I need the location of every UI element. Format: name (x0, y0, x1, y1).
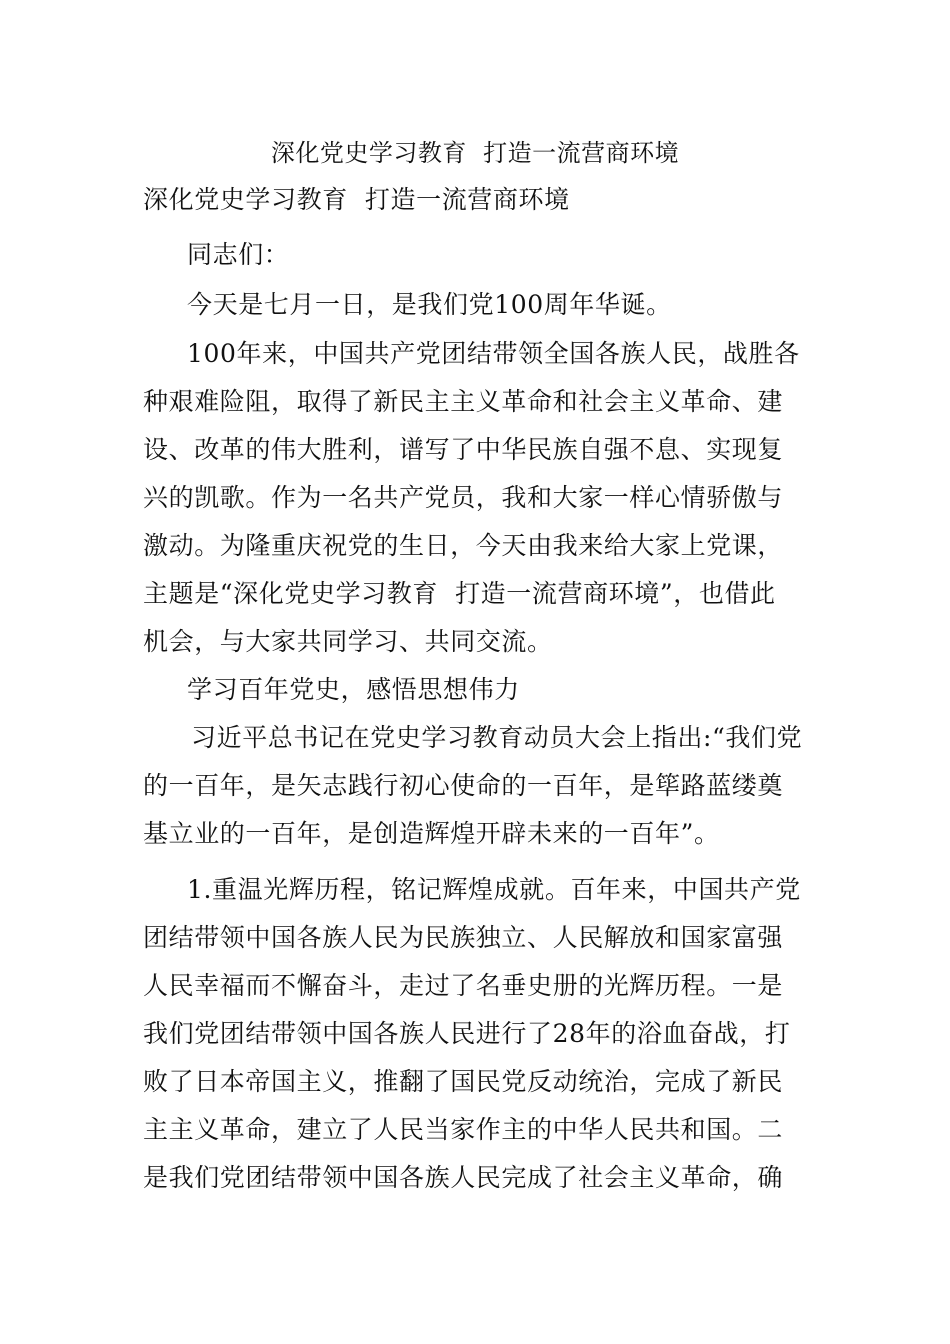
paragraph-line: 是我们党团结带领中国各族人民完成了社会主义革命，确 (143, 1163, 784, 1192)
paragraph-history (143, 866, 809, 1202)
paragraph-line: 主题是“深化党史学习教育 打造一流营商环境”，也借此 (143, 579, 776, 608)
paragraph-quote (143, 714, 809, 858)
section-heading-block (143, 666, 809, 714)
document-body (143, 182, 809, 1202)
paragraph-line: 团结带领中国各族人民为民族独立、人民解放和国家富强 (143, 923, 784, 952)
paragraph-line: 主主义革命，建立了人民当家作主的中华人民共和国。二 (143, 1115, 784, 1144)
opening-line: 今天是七月一日，是我们党100周年华诞。 (187, 290, 672, 319)
document-subtitle: 深化党史学习教育 打造一流营商环境 (143, 185, 570, 214)
paragraph-line: 机会，与大家共同学习、共同交流。 (143, 627, 553, 656)
paragraph-line: 的一百年，是矢志践行初心使命的一百年，是筚路蓝缕奠 (143, 771, 784, 800)
paragraph-line: 兴的凯歌。作为一名共产党员，我和大家一样心情骄傲与 (143, 483, 784, 512)
paragraph-line: 1.重温光辉历程，铭记辉煌成就。百年来，中国共产党 (187, 875, 801, 904)
paragraph-line: 人民幸福而不懈奋斗，走过了名垂史册的光辉历程。一是 (143, 971, 784, 1000)
paragraph-line: 激动。为隆重庆祝党的生日，今天由我来给大家上党课， (143, 531, 784, 560)
paragraph-line: 100年来，中国共产党团结带领全国各族人民，战胜各 (187, 339, 800, 368)
paragraph-line: 我们党团结带领中国各族人民进行了28年的浴血奋战，打 (143, 1019, 791, 1048)
salutation: 同志们： (187, 240, 290, 269)
paragraph-intro (143, 330, 809, 666)
paragraph-line: 习近平总书记在党史学习教育动员大会上指出:“我们党 (191, 723, 803, 752)
section-heading: 学习百年党史，感悟思想伟力 (187, 675, 520, 704)
document-title: 深化党史学习教育 打造一流营商环境 (270, 139, 680, 167)
paragraph-line: 败了日本帝国主义，推翻了国民党反动统治，完成了新民 (143, 1067, 784, 1096)
paragraph-line: 设、改革的伟大胜利，谱写了中华民族自强不息、实现复 (143, 435, 784, 464)
paragraph-line: 种艰难险阻，取得了新民主主义革命和社会主义革命、建 (143, 387, 784, 416)
paragraph-line: 基立业的一百年，是创造辉煌开辟未来的一百年”。 (143, 819, 720, 848)
